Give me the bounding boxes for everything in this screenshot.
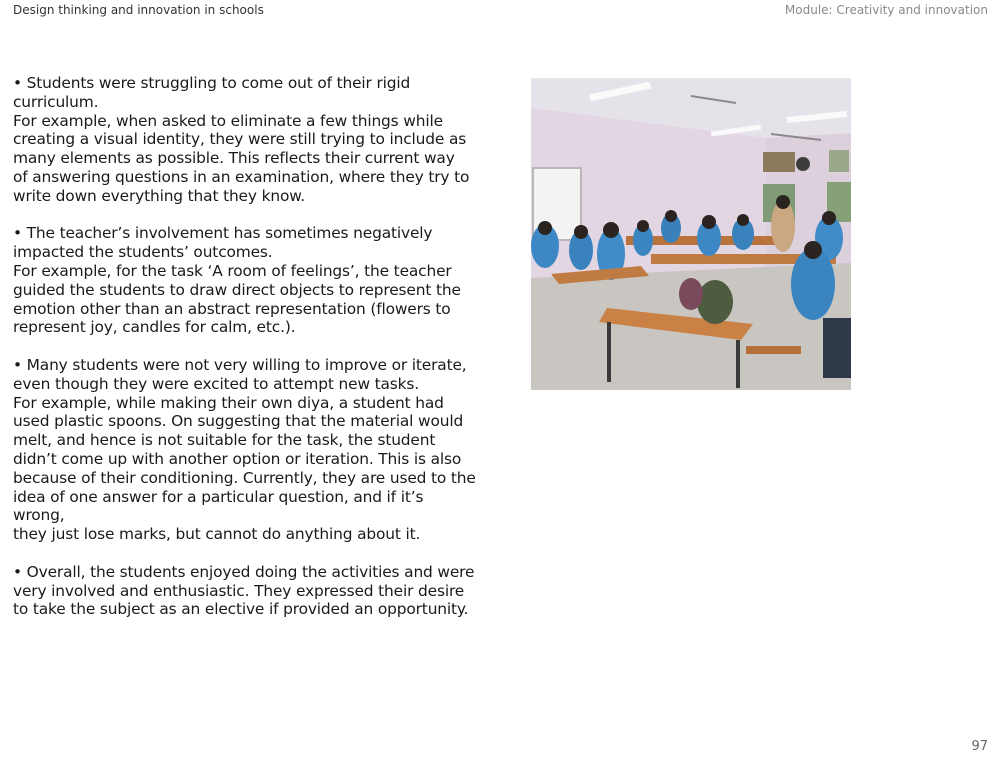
text-line: melt, and hence is not suitable for the task, the student [13, 431, 436, 450]
text-line: idea of one answer for a particular question, and if it’s wrong, [13, 487, 424, 525]
paragraph [13, 356, 479, 544]
text-line: didn’t come up with another option or iteration. This is also [13, 449, 462, 468]
text-line: of answering questions in an examination, where they try to [13, 167, 470, 186]
paragraph [13, 224, 479, 337]
text-line: used plastic spoons. On suggesting that the material would [13, 412, 464, 431]
text-line: curriculum. [13, 92, 99, 111]
classroom-photo [531, 78, 851, 390]
text-line: write down everything that they know. [13, 186, 305, 205]
text-line: impacted the students’ outcomes. [13, 243, 273, 262]
text-line: because of their conditioning. Currently, they are used to the [13, 468, 476, 487]
page-number: 97 [971, 739, 988, 754]
text-line: represent joy, candles for calm, etc.). [13, 318, 296, 337]
paragraph [13, 563, 479, 619]
text-line: creating a visual identity, they were still trying to include as [13, 130, 467, 149]
body-text [13, 74, 479, 638]
text-line: For example, for the task ‘A room of feelings’, the teacher [13, 261, 452, 280]
document-title: Design thinking and innovation in schools [13, 3, 264, 17]
text-line: even though they were excited to attempt new tasks. [13, 374, 420, 393]
text-line: • Students were struggling to come out of their rigid [13, 74, 411, 92]
text-line: many elements as possible. This reflects their current way [13, 149, 455, 168]
paragraph [13, 74, 479, 206]
text-line: • Many students were not very willing to improve or iterate, [13, 355, 467, 374]
text-line: For example, when asked to eliminate a few things while [13, 111, 443, 130]
module-label: Module: Creativity and innovation [784, 3, 988, 17]
text-line: they just lose marks, but cannot do anything about it. [13, 525, 421, 544]
text-line: to take the subject as an elective if provided an opportunity. [13, 600, 469, 619]
text-line: very involved and enthusiastic. They expressed their desire [13, 581, 465, 600]
text-line: For example, while making their own diya, a student had [13, 393, 444, 412]
text-line: guided the students to draw direct objects to represent the [13, 280, 461, 299]
text-line: • Overall, the students enjoyed doing the activities and were [13, 562, 475, 581]
text-line: • The teacher’s involvement has sometimes negatively [13, 224, 433, 243]
text-line: emotion other than an abstract representation (flowers to [13, 299, 451, 318]
